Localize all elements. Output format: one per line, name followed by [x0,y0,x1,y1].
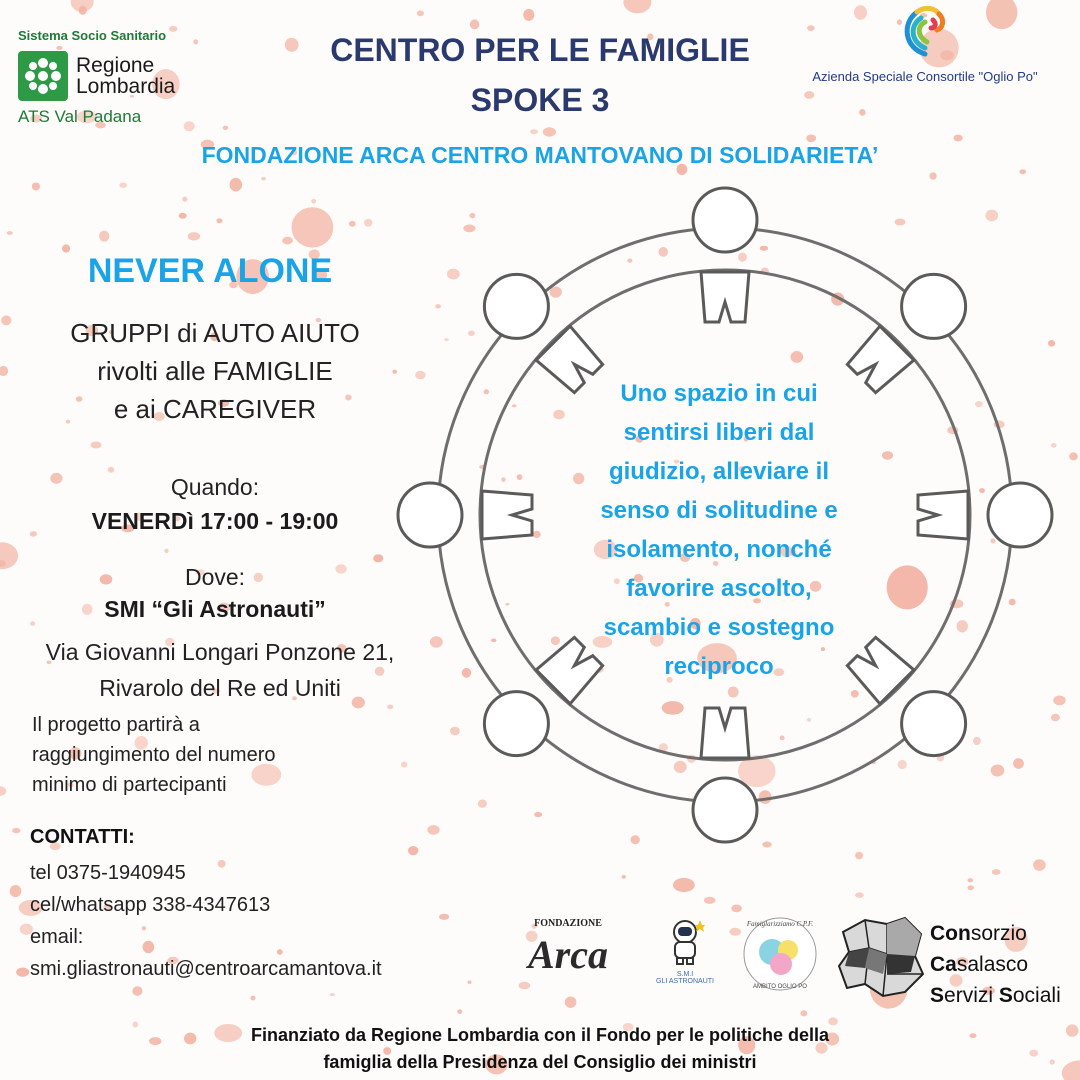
speckle-dot [349,221,356,227]
speckle-dot [330,993,335,996]
smi-astronauti-logo [655,918,715,985]
speckle-dot [179,213,187,219]
arca-name: Arca [528,932,608,977]
motto-text [568,374,870,686]
speckle-dot [622,875,626,879]
motto-line: scambio e sostegno [603,614,835,641]
contacts-block [30,857,510,985]
speckle-dot [704,897,715,904]
person-body [482,491,532,539]
speckle-dot [16,968,29,977]
person-head [902,274,966,338]
speckle-dot [132,986,142,996]
speckle-dot [1029,1050,1038,1057]
speckle-dot [32,183,40,191]
contact-email-label: email: [30,926,84,948]
famiglarizziamo-logo [740,914,820,994]
smi-caption-2: GLI ASTRONAUTI [656,978,714,985]
speckle-dot [164,549,168,554]
quando-value: VENERDì 17:00 - 19:00 [91,508,339,534]
address-line: Rivarolo del Re ed Uniti [99,675,341,701]
speckle-dot [530,129,538,134]
motto-line: Uno spazio in cui [620,380,818,407]
person-head [484,274,548,338]
contacts-title: CONTATTI: [30,826,135,848]
gruppi-line: e ai CAREGIVER [113,394,317,424]
contact-phone: tel 0375-1940945 [30,862,186,884]
person-body [701,708,749,758]
speckle-dot [1062,1060,1080,1080]
project-note [32,710,392,800]
fondazione-arca-logo [498,918,638,978]
fam-caption-1: Famiglarizziamo C.P.F. [746,920,814,928]
gruppi-line: rivolti alle FAMIGLIE [97,356,333,386]
speckle-dot [1,315,11,325]
speckle-dot [673,878,695,892]
note-line: Il progetto partirà a [32,714,200,736]
note-line: minimo di partecipanti [32,774,227,796]
speckle-dot [0,366,8,376]
logo-name-line1: Regione [76,54,155,77]
consorzio-casalasco-logo [835,912,1080,1012]
title-line1: CENTRO PER LE FAMIGLIE [330,32,750,68]
motto-line: sentirsi liberi dal [623,419,815,446]
speckle-dot [800,1010,807,1016]
person-head [693,188,757,252]
speckle-dot [968,878,974,882]
speckle-dot [223,126,229,130]
speckle-dot [523,9,534,21]
speckle-dot [457,1009,462,1014]
partner-logos [490,908,1080,1008]
lombardia-rose-icon [18,51,68,101]
speckle-dot [417,10,424,16]
logo-name-line2: Lombardia [76,75,176,98]
consorzio-line1: Consorzio [930,922,1027,945]
contact-mobile: cel/whatsapp 338-4347613 [30,894,271,916]
speckle-dot [91,442,102,449]
person-body [918,491,968,539]
title-line2: SPOKE 3 [470,82,610,118]
smi-caption-1: S.M.I [676,971,694,978]
speckle-dot [119,183,127,188]
speckle-dot [133,1022,139,1028]
speckle-dot [859,109,865,116]
consorzio-line2: Casalasco [930,953,1029,976]
regione-lombardia-logo [18,28,208,127]
motto-line: giudizio, alleviare il [608,458,830,485]
speckle-dot [292,207,334,247]
logo-sub: ATS Val Padana [18,107,142,126]
fondazione-heading: FONDAZIONE ARCA CENTRO MANTOVANO DI SOLIDARIETA’ [201,142,879,168]
person-head [988,483,1052,547]
speckle-dot [188,232,201,240]
person-body [701,272,749,322]
contact-email: smi.gliastronauti@centroarcamantova.it [30,958,382,980]
footer-line: Finanziato da Regione Lombardia con il Fondo per le politiche della [250,1025,830,1045]
person-head [902,692,966,756]
funding-footer [160,1022,920,1076]
motto-line: senso di solitudine e [600,497,838,524]
speckle-dot [182,197,187,202]
speckle-dot [855,892,864,897]
fam-caption-2: AMBITO OGLIO PO [753,984,807,990]
speckle-dot [543,127,556,136]
motto-line: isolamento, nonché [606,536,832,563]
speckle-dot [216,218,222,223]
address-line: Via Giovanni Longari Ponzone 21, [45,639,395,665]
speckle-dot [311,199,316,204]
astronaut-icon [665,918,705,966]
dove-place: SMI “Gli Astronauti” [104,596,326,622]
quando-label: Quando: [170,474,260,500]
gruppi-line: GRUPPI di AUTO AIUTO [70,318,360,348]
oglio-po-swirl-icon [897,2,953,60]
footer-line: famiglia della Presidenza del Consiglio dei ministri [323,1052,757,1072]
speckle-dot [1066,1024,1079,1036]
dove-address [0,634,440,706]
dove-label: Dove: [184,564,246,590]
speckle-dot [10,885,22,897]
logo-top-line: Sistema Socio Sanitario [18,28,167,43]
speckle-dot [79,6,87,15]
speckle-dot [7,231,13,235]
gruppi-description [20,314,410,428]
speckle-dot [12,828,20,833]
motto-line: favorire ascolto, [626,575,812,602]
speckle-dot [0,786,6,796]
person-head [693,778,757,842]
speckle-dot [108,467,114,473]
speckle-dot [470,19,480,29]
person-head [484,692,548,756]
speckle-dot [1050,1059,1055,1064]
speckle-dot [953,135,962,142]
note-line: raggiungimento del numero [32,744,276,766]
speckle-dot [968,885,974,890]
speckle-dot [251,996,256,1001]
speckle-dot [99,231,109,242]
arca-top: FONDAZIONE [534,918,602,929]
consorzio-line3: Servizi Sociali [930,984,1061,1007]
motto-line: reciproco [664,653,774,680]
never-alone-heading: NEVER ALONE [87,252,333,290]
speckle-dot [282,237,293,245]
speckle-dot [230,178,243,192]
speckle-dot [261,177,266,181]
speckle-dot [623,0,651,13]
speckle-dot [806,135,816,143]
consorzio-map-icon [835,912,927,1002]
oglio-po-caption: Azienda Speciale Consortile "Oglio Po" [812,69,1038,84]
speckle-dot [970,1033,977,1038]
